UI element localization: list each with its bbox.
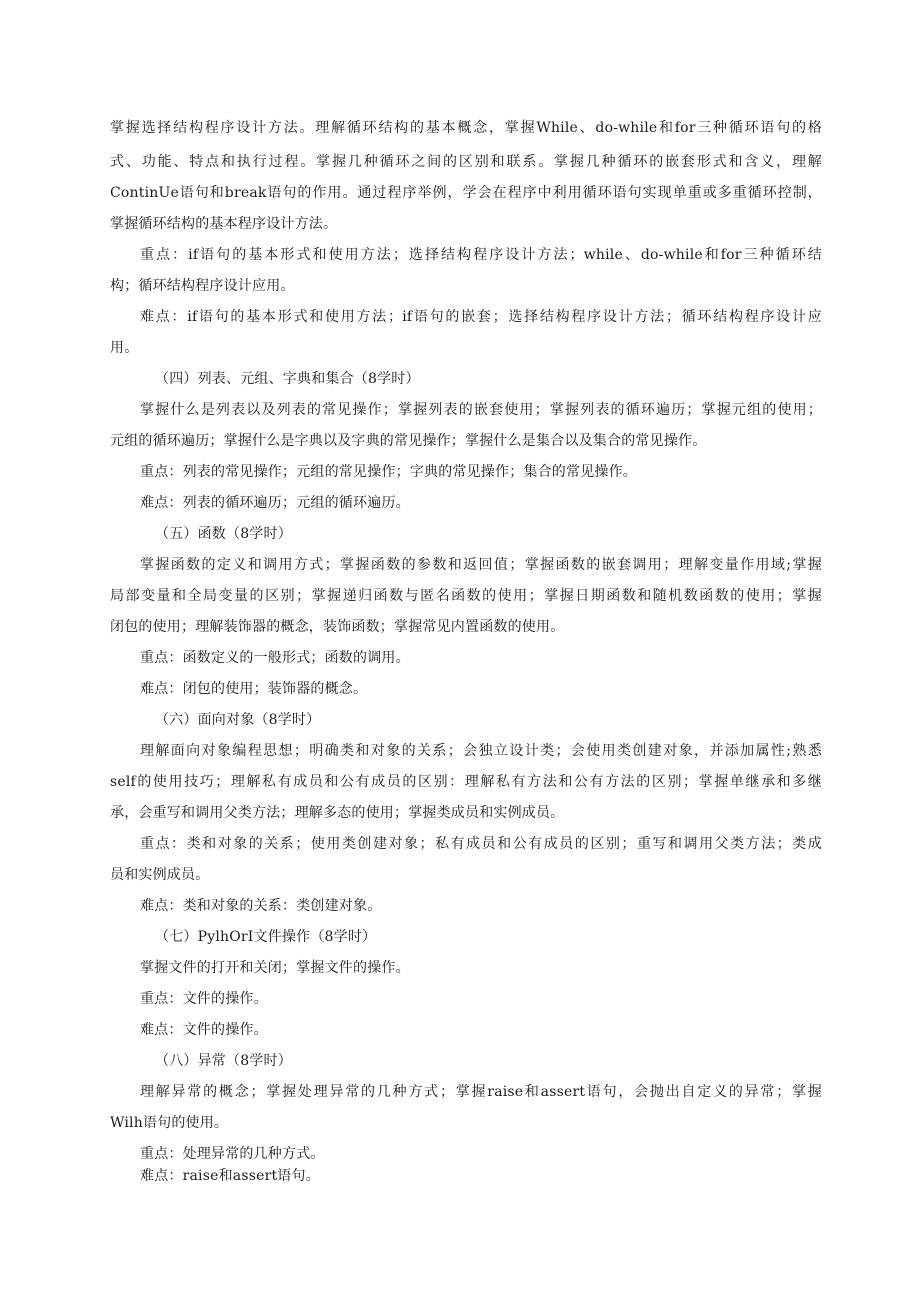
text-line: 元组的循环遍历；掌握什么是字典以及字典的常见操作；掌握什么是集合以及集合的常见操作。 <box>110 433 707 449</box>
text-line: 掌握什么是列表以及列表的常见操作；掌握列表的嵌套使用；掌握列表的循环遍历；掌握元组的使用； <box>140 402 822 418</box>
text-line: 难点：if语句的基本形式和使用方法；if语句的嵌套；选择结构程序设计方法；循环结构程序设计应 <box>140 309 822 325</box>
section-heading: （七）PylhOrI文件操作（8学时） <box>155 929 377 945</box>
text-line: 难点：列表的循环遍历；元组的循环遍历。 <box>140 495 410 511</box>
section-heading: （四）列表、元组、字典和集合（8学时） <box>155 371 420 387</box>
text-line: 式、功能、特点和执行过程。掌握几种循环之间的区别和联系。掌握几种循环的嵌套形式和含义，理解 <box>110 154 822 170</box>
text-line: 重点：if语句的基本形式和使用方法；选择结构程序设计方法；while、do-while和for三种循环结 <box>140 247 822 263</box>
text-line: self的使用技巧；理解私有成员和公有成员的区别：理解私有方法和公有方法的区别；掌握单继承和多继 <box>110 774 822 790</box>
text-line: 重点：文件的操作。 <box>140 991 268 1007</box>
text-line: 理解异常的概念；掌握处理异常的几种方式；掌握raise和assert语句，会抛出自定义的异常；掌握 <box>140 1084 822 1100</box>
text-line: 难点：类和对象的关系：类创建对象。 <box>140 898 382 914</box>
text-line: 用。 <box>110 340 139 356</box>
text-line: 员和实例成员。 <box>110 867 210 883</box>
text-line: 构；循环结构程序设计应用。 <box>110 278 295 294</box>
text-line: 闭包的使用；理解装饰器的概念，装饰函数；掌握常见内置函数的使用。 <box>110 619 565 635</box>
text-line: 承，会重写和调用父类方法；理解多态的使用；掌握类成员和实例成员。 <box>110 805 565 821</box>
text-line: 掌握文件的打开和关闭；掌握文件的操作。 <box>140 960 410 976</box>
text-line: 掌握函数的定义和调用方式；掌握函数的参数和返回值；掌握函数的嵌套调用；理解变量作用域;掌握 <box>140 557 822 573</box>
section-heading: （六）面向对象（8学时） <box>155 712 321 728</box>
text-line: ContinUe语句和break语句的作用。通过程序举例，学会在程序中利用循环语句实现单重或多重循环控制， <box>110 185 822 201</box>
text-line: 重点：类和对象的关系；使用类创建对象；私有成员和公有成员的区别；重写和调用父类方法；类成 <box>140 836 822 852</box>
text-line: 难点：文件的操作。 <box>140 1022 268 1038</box>
section-heading: （五）函数（8学时） <box>155 526 292 542</box>
text-line: 重点：列表的常见操作；元组的常见操作；字典的常见操作；集合的常见操作。 <box>140 464 637 480</box>
text-line: 局部变量和全局变量的区别；掌握递归函数与匿名函数的使用；掌握日期函数和随机数函数的使用；掌握 <box>110 588 822 604</box>
text-line: 重点：函数定义的一般形式；函数的调用。 <box>140 650 410 666</box>
text-line: 掌握选择结构程序设计方法。理解循环结构的基本概念，掌握While、do-while和for三种循环语句的格 <box>110 120 822 136</box>
text-line: Wilh语句的使用。 <box>110 1115 229 1131</box>
text-line: 掌握循环结构的基本程序设计方法。 <box>110 216 338 232</box>
text-line: 难点：闭包的使用；装饰器的概念。 <box>140 681 368 697</box>
text-line: 理解面向对象编程思想；明确类和对象的关系；会独立设计类；会使用类创建对象，并添加属性;熟悉 <box>140 743 822 759</box>
text-line: 难点：raise和assert语句。 <box>140 1168 320 1184</box>
section-heading: （八）异常（8学时） <box>155 1053 292 1069</box>
text-line: 重点：处理异常的几种方式。 <box>140 1146 325 1162</box>
